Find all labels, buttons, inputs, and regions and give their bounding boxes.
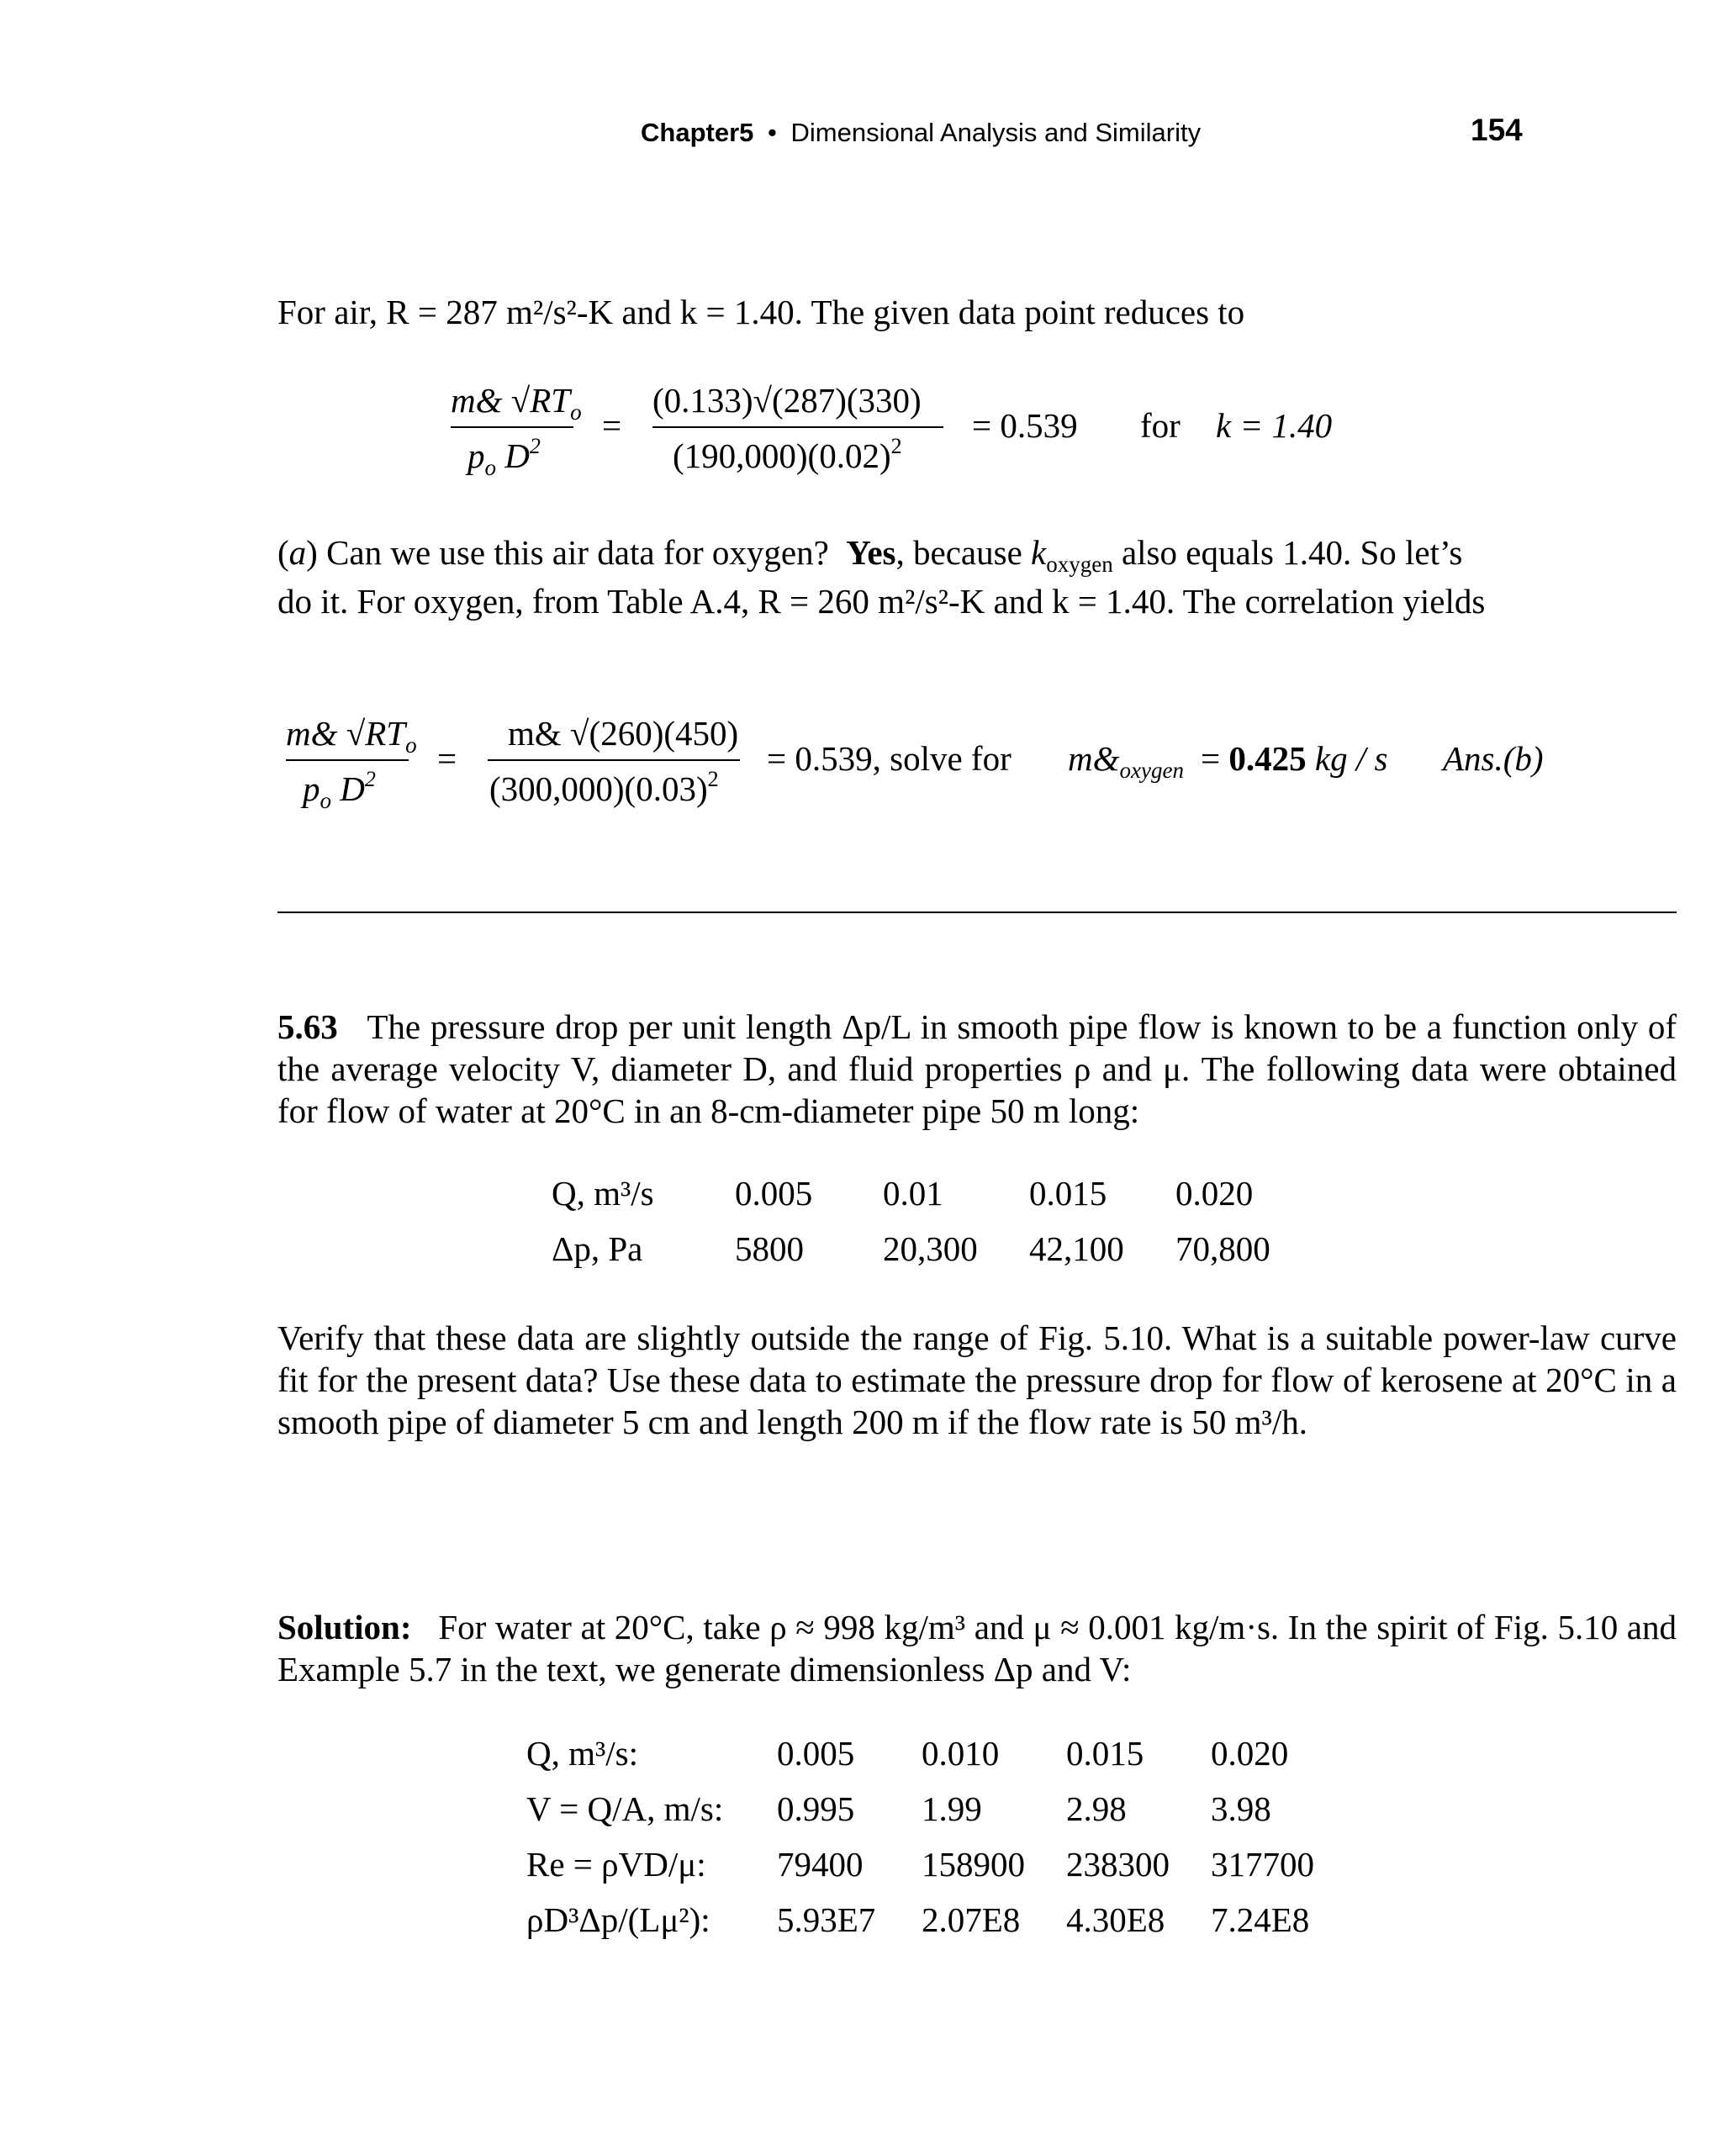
eq2-rhs-den-sup: 2 bbox=[707, 767, 719, 792]
table-row bbox=[526, 1836, 1314, 1892]
table-cell: 3.98 bbox=[1211, 1789, 1271, 1828]
table-cell: 0.01 bbox=[883, 1174, 943, 1213]
part-a-question: Can we use this air data for oxygen? bbox=[326, 533, 829, 572]
solution-data-table bbox=[526, 1725, 1314, 1947]
table-cell: 79400 bbox=[777, 1845, 864, 1884]
solution-text: For water at 20°C, take ρ ≈ 998 kg/m³ and μ ≈ 0.001 kg/m·s. In the spirit of Fig. 5.10 and Example 5.7 in the text, we generate dimensionless Δp and V: bbox=[277, 1608, 1677, 1688]
part-a-line-1: (a) Can we use this air data for oxygen? Yes, because $k_{oxygen}$ also equals 1.40. So let’s bbox=[277, 533, 1463, 578]
table-cell: 0.005 bbox=[777, 1734, 855, 1773]
eq1-lhs-num-sub: o bbox=[570, 399, 582, 425]
eq2-lhs-num-sub: o bbox=[405, 732, 417, 758]
eq2-ans-label: Ans.(b) bbox=[1443, 739, 1544, 778]
chapter-title: Dimensional Analysis and Similarity bbox=[790, 118, 1202, 147]
table-cell: 0.010 bbox=[922, 1734, 1000, 1773]
eq1-k-value: k = 1.40 bbox=[1216, 406, 1333, 445]
row-label: Q, m³/s bbox=[552, 1174, 654, 1213]
eq1-lhs-num-text: m& √RT bbox=[451, 381, 571, 420]
table-cell: 158900 bbox=[922, 1845, 1025, 1884]
table-cell: 5800 bbox=[735, 1229, 804, 1268]
table-cell: 4.30E8 bbox=[1066, 1900, 1165, 1939]
eq2-lhs-den-sup: 2 bbox=[364, 767, 376, 792]
eq1-equals: = bbox=[602, 406, 622, 445]
eq2-lhs-den-d: D bbox=[331, 769, 365, 808]
problem-number: 5.63 bbox=[277, 1007, 338, 1046]
eq1-rhs-den-text: (190,000)(0.02) bbox=[673, 436, 891, 475]
eq2-result: = 0.539, solve for bbox=[767, 739, 1012, 778]
solution-paragraph bbox=[277, 1606, 1677, 1690]
chapter-label: Chapter5 bbox=[641, 118, 754, 147]
table-cell: 0.020 bbox=[1175, 1174, 1254, 1213]
eq2-answer bbox=[1201, 738, 1387, 779]
eq1-lhs-numerator bbox=[451, 380, 582, 425]
eq2-answer-equals: = bbox=[1201, 739, 1221, 778]
table-cell: 238300 bbox=[1066, 1845, 1170, 1884]
eq1-lhs-den-sub: o bbox=[484, 455, 496, 481]
table-cell: 0.015 bbox=[1029, 1174, 1107, 1213]
part-a-yes: Yes bbox=[846, 533, 896, 572]
row-label: ρD³Δp/(Lμ²): bbox=[526, 1900, 710, 1939]
table-row bbox=[526, 1725, 1314, 1781]
table-row bbox=[526, 1781, 1314, 1836]
eq1-rhs-fraction-bar bbox=[652, 426, 943, 428]
eq1-result: = 0.539 bbox=[972, 406, 1078, 445]
eq2-m-sub: oxygen bbox=[1119, 758, 1184, 784]
table-row bbox=[552, 1221, 1270, 1276]
problem-text: The pressure drop per unit length Δp/L in smooth pipe flow is known to be a function only of the average velocity V, diameter D, and fluid properties ρ and μ. The following data were obtained for flow of water at 20°C in an 8-cm-diameter pipe 50 m long: bbox=[277, 1007, 1677, 1130]
k-oxygen-symbol: k bbox=[1031, 533, 1047, 572]
table-cell: 7.24E8 bbox=[1211, 1900, 1310, 1939]
eq1-rhs-den-sup: 2 bbox=[890, 434, 902, 459]
row-label: Δp, Pa bbox=[552, 1229, 643, 1268]
problem-data-table bbox=[552, 1165, 1270, 1276]
k-oxygen-sub: oxygen bbox=[1046, 552, 1113, 578]
table-row bbox=[526, 1892, 1314, 1947]
eq2-lhs-den-sub: o bbox=[320, 788, 331, 814]
eq2-rhs-denominator bbox=[489, 769, 719, 809]
eq1-for: for bbox=[1140, 406, 1181, 445]
table-cell: 70,800 bbox=[1175, 1229, 1270, 1268]
table-cell: 5.93E7 bbox=[777, 1900, 876, 1939]
part-a-because: , because bbox=[895, 533, 1022, 572]
table-cell: 2.98 bbox=[1066, 1789, 1127, 1828]
header-bullet: • bbox=[768, 118, 777, 147]
table-cell: 1.99 bbox=[922, 1789, 982, 1828]
eq2-rhs-fraction-bar bbox=[488, 759, 740, 761]
table-cell: 2.07E8 bbox=[922, 1900, 1021, 1939]
problem-question: Verify that these data are slightly outside the range of Fig. 5.10. What is a suitable power-law curve fit for the present data? Use these data to estimate the pressure drop for flow of kerosene at 20°C in a smooth pipe of diameter 5 cm and length 200 m if the flow rate is 50 m³/h. bbox=[277, 1318, 1677, 1441]
table-cell: 0.015 bbox=[1066, 1734, 1144, 1773]
eq2-lhs-den-p: p bbox=[303, 769, 320, 808]
eq1-lhs-den-p: p bbox=[467, 436, 485, 475]
eq2-lhs-numerator bbox=[286, 713, 417, 758]
solution-label: Solution: bbox=[277, 1608, 412, 1646]
section-divider bbox=[277, 912, 1677, 913]
eq1-lhs-den-d: D bbox=[496, 436, 530, 475]
table-cell: 20,300 bbox=[883, 1229, 978, 1268]
page-number: 154 bbox=[1471, 113, 1523, 147]
eq1-rhs-denominator bbox=[673, 436, 902, 476]
eq1-lhs-fraction-bar bbox=[451, 426, 573, 428]
eq2-lhs-denominator bbox=[303, 767, 376, 814]
table-cell: 0.995 bbox=[777, 1789, 855, 1828]
eq1-rhs-numerator: (0.133)√(287)(330) bbox=[652, 381, 922, 420]
eq2-answer-value: 0.425 bbox=[1228, 739, 1307, 778]
row-label: Re = ρVD/μ: bbox=[526, 1845, 706, 1884]
table-cell: 0.005 bbox=[735, 1174, 813, 1213]
part-a-line1-end: also equals 1.40. So let’s bbox=[1121, 533, 1463, 572]
table-cell: 0.020 bbox=[1211, 1734, 1289, 1773]
running-header bbox=[641, 118, 1201, 148]
row-label: Q, m³/s: bbox=[526, 1734, 639, 1773]
eq2-m-oxygen bbox=[1068, 738, 1184, 784]
eq2-rhs-numerator: m& √(260)(450) bbox=[508, 714, 739, 753]
problem-statement bbox=[277, 1006, 1677, 1132]
eq1-lhs-denominator bbox=[467, 434, 541, 481]
eq1-lhs-den-sup: 2 bbox=[529, 434, 541, 459]
part-a-label: a bbox=[288, 533, 307, 572]
eq2-rhs-den-text: (300,000)(0.03) bbox=[489, 769, 708, 808]
table-cell: 42,100 bbox=[1029, 1229, 1124, 1268]
row-label: V = Q/A, m/s: bbox=[526, 1789, 724, 1828]
eq2-equals: = bbox=[437, 739, 457, 778]
part-a-line-2: do it. For oxygen, from Table A.4, R = 260 m²/s²-K and k = 1.40. The correlation yields bbox=[277, 582, 1486, 621]
eq2-answer-unit: kg / s bbox=[1314, 739, 1388, 778]
eq2-m-symbol: m& bbox=[1068, 739, 1120, 778]
eq2-lhs-num-text: m& √RT bbox=[286, 714, 406, 753]
table-cell: 317700 bbox=[1211, 1845, 1314, 1884]
intro-paragraph: For air, R = 287 m²/s²-K and k = 1.40. The given data point reduces to bbox=[277, 293, 1245, 331]
eq2-lhs-fraction-bar bbox=[286, 759, 409, 761]
table-row bbox=[552, 1165, 1270, 1221]
